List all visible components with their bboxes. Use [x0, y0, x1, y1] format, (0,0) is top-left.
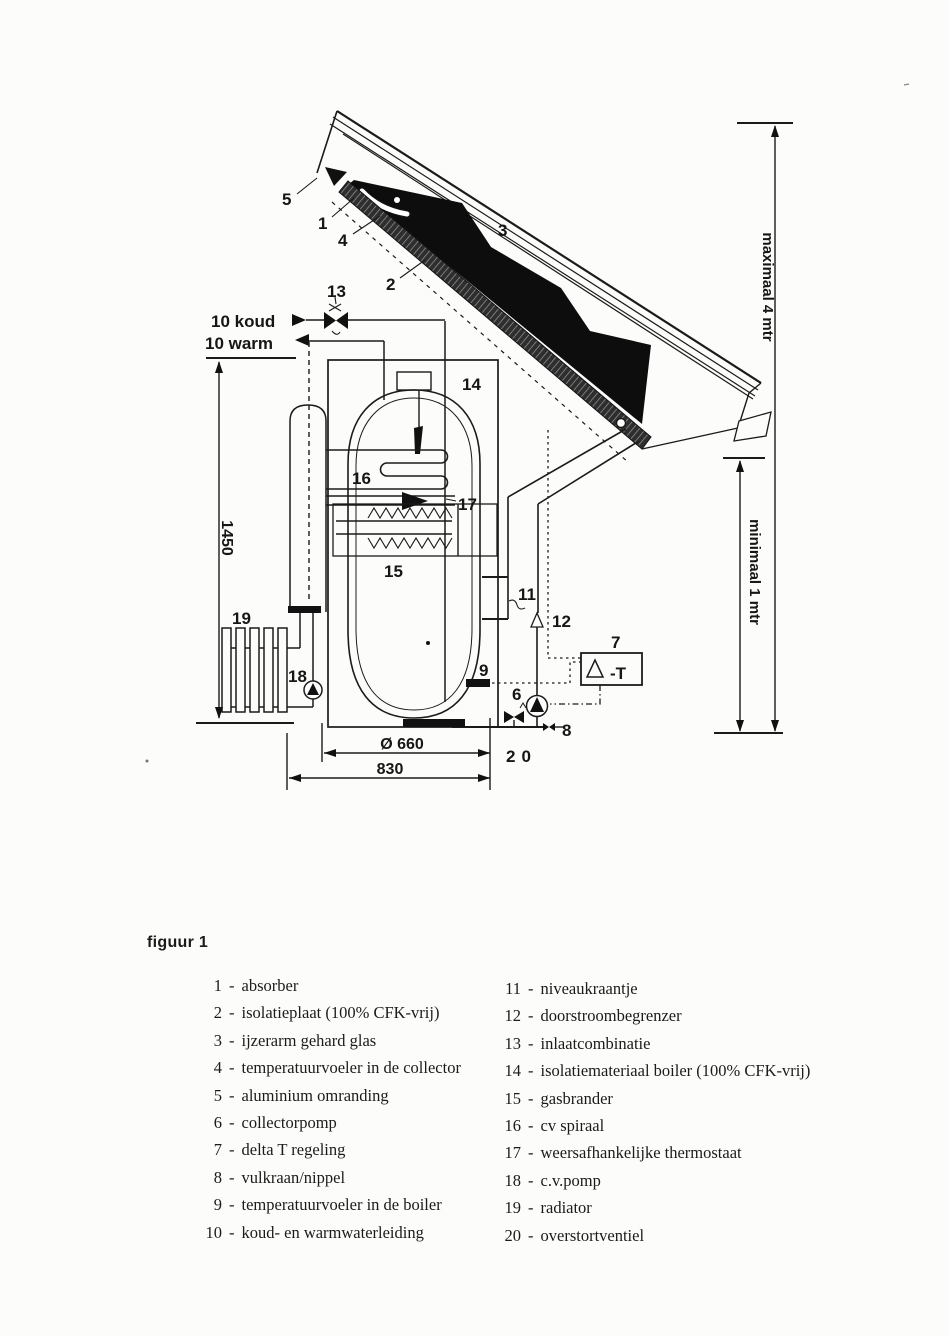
- legend-item: 6 - collectorpomp: [213, 1112, 337, 1132]
- pipe-chase: [288, 342, 326, 613]
- part-label-1: 1: [318, 214, 328, 233]
- radiator: [222, 628, 287, 712]
- part-label-20: 20: [506, 747, 537, 766]
- figure-caption: figuur 1: [147, 934, 209, 951]
- frame-corner-wedge: [325, 167, 347, 186]
- part-label-12: 12: [552, 612, 571, 631]
- scan-speck: [904, 84, 909, 85]
- legend-column-right: [480, 979, 810, 1253]
- part-label-13: 13: [327, 282, 346, 301]
- boiler-assembly: [326, 321, 525, 727]
- legend-item: 1 - absorber: [213, 976, 299, 995]
- part-label-19: 19: [232, 609, 251, 628]
- koud-arrow: [292, 314, 306, 326]
- legend-item: 20 - overstortventiel: [504, 1225, 645, 1245]
- legend-item: 9 - temperatuurvoeler in de boiler: [213, 1195, 442, 1215]
- burner-base: [403, 719, 465, 727]
- part-label-7: 7: [611, 633, 621, 652]
- cv-coil: [326, 450, 448, 489]
- tank-outer-wall: [348, 390, 480, 718]
- controller-label: -T: [610, 664, 627, 683]
- legend-item: 17 - weersafhankelijke thermostaat: [504, 1143, 742, 1163]
- dim-diameter-label: Ø 660: [380, 736, 424, 753]
- legend-column-left: [178, 976, 461, 1250]
- flow-arrow: [402, 492, 428, 510]
- part-label-11: 11: [518, 585, 536, 604]
- warm-arrow: [295, 334, 309, 346]
- legend-item: 15 - gasbrander: [504, 1088, 613, 1108]
- legend-item: 11 - niveaukraantje: [505, 979, 638, 998]
- part-label-2: 2: [386, 275, 396, 294]
- inlet-valve-icon: [324, 297, 348, 334]
- dimension-660-830: [287, 718, 490, 790]
- legend-item: 12 - doorstroombegrenzer: [504, 1006, 682, 1026]
- legend-item: 7 - delta T regeling: [213, 1140, 346, 1160]
- delta-icon: [587, 660, 603, 677]
- part-label-16: 16: [352, 469, 371, 488]
- frame-bottom-flap: [734, 412, 771, 441]
- dim-min-label: minimaal 1 mtr: [746, 519, 763, 625]
- legend-item: 8 - vulkraan/nippel: [213, 1167, 346, 1187]
- legend-item: 2 - isolatieplaat (100% CFK-vrij): [213, 1003, 440, 1023]
- inlet-group: [292, 297, 445, 346]
- legend-item: 14 - isolatiemateriaal boiler (100% CFK-vrij): [504, 1061, 811, 1081]
- fill-nipple-icon: [543, 723, 563, 731]
- boiler-sensor: [466, 679, 490, 687]
- collector-pump-icon: [527, 696, 548, 717]
- legend-item: 16 - cv spiraal: [504, 1115, 605, 1135]
- part-label-8: 8: [562, 721, 572, 740]
- absorber-sensor-dot: [394, 197, 400, 203]
- dim-width-label: 830: [376, 761, 404, 778]
- dim-max-label: maximaal 4 mtr: [759, 232, 776, 342]
- legend-item: 13 - inlaatcombinatie: [504, 1033, 651, 1053]
- koud-label: 10 koud: [211, 312, 276, 331]
- part-label-17: 17: [458, 495, 477, 514]
- part-label-3: 3: [498, 221, 508, 240]
- dim-height-label: 1450: [218, 520, 235, 556]
- legend-item: 19 - radiator: [504, 1198, 592, 1218]
- legend-item: 18 - c.v.pomp: [504, 1170, 601, 1190]
- overflow-valve-icon: [504, 703, 526, 727]
- legend-item: 10 - koud- en warmwaterleiding: [205, 1222, 424, 1242]
- part-label-6: 6: [512, 685, 522, 704]
- scan-speck: [146, 760, 149, 763]
- legend-item: 5 - aluminium omranding: [213, 1085, 389, 1105]
- tank-inner-wall: [356, 398, 472, 710]
- part-label-14: 14: [462, 375, 481, 394]
- part-label-4: 4: [338, 231, 348, 250]
- part-label-15: 15: [384, 562, 403, 581]
- flow-limiter-icon: [531, 613, 543, 627]
- tank-top-fitting: [397, 372, 431, 390]
- legend-item: 4 - temperatuurvoeler in de collector: [213, 1058, 461, 1078]
- part-label-9: 9: [479, 661, 489, 680]
- warm-label: 10 warm: [205, 334, 274, 353]
- legend-item: 3 - ijzerarm gehard glas: [213, 1030, 377, 1050]
- part-label-5: 5: [282, 190, 292, 209]
- part-label-18: 18: [288, 667, 307, 686]
